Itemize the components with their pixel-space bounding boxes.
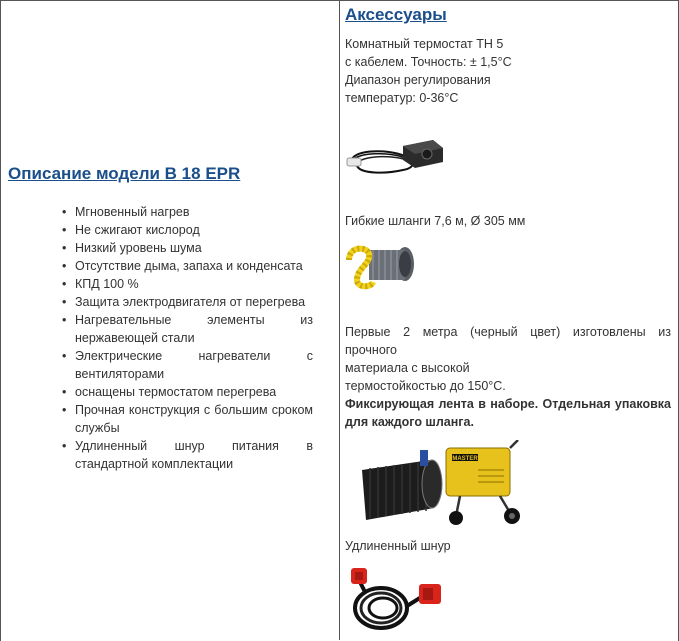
hoses-note-line: Первые 2 метра (черный цвет) изготовлены из прочного <box>345 325 671 357</box>
thermostat-line: Комнатный термостат TH 5 <box>345 37 504 51</box>
heater-with-hose-image <box>360 440 525 528</box>
flexible-hoses-image <box>345 240 417 292</box>
list-item: • Нагревательные элементы из нержавеющей стали <box>62 311 313 347</box>
thermostat-line: температур: 0-36°C <box>345 91 459 105</box>
cord-caption: Удлиненный шнур <box>345 539 451 553</box>
column-divider <box>339 0 340 640</box>
thermostat-line: Диапазон регулирования <box>345 73 491 87</box>
thermostat-with-cable-image <box>345 132 450 182</box>
list-item: • Прочная конструкция с большим сроком службы <box>62 401 313 437</box>
extension-cord-image <box>345 566 445 632</box>
list-item: • Не сжигают кислород <box>62 221 313 239</box>
thermostat-line: с кабелем. Точность: ± 1,5°C <box>345 55 512 69</box>
list-item: • Отсутствие дыма, запаха и конденсата <box>62 257 313 275</box>
list-item: • Низкий уровень шума <box>62 239 313 257</box>
accessories-title: Аксессуары <box>345 5 447 24</box>
features-list <box>62 203 313 473</box>
hoses-bold-note: Фиксирующая лента в наборе. Отдельная упаковка для каждого шланга. <box>345 397 671 429</box>
list-item: • Защита электродвигателя от перегрева <box>62 293 313 311</box>
hoses-note <box>345 323 671 431</box>
description-title: Описание модели В 18 EPR <box>8 164 241 183</box>
list-item: • Электрические нагреватели с вентиляторами <box>62 347 313 383</box>
hoses-note-line: материала с высокой <box>345 361 470 375</box>
hoses-note-line: термостойкостью до 150°С. <box>345 379 506 393</box>
thermostat-description <box>345 35 671 107</box>
heater-brand-label: MASTER <box>452 456 478 462</box>
list-item: • Мгновенный нагрев <box>62 203 313 221</box>
list-item: • оснащены термостатом перегрева <box>62 383 313 401</box>
list-item: • КПД 100 % <box>62 275 313 293</box>
hoses-caption: Гибкие шланги 7,6 м, Ø 305 мм <box>345 214 526 228</box>
list-item: • Удлиненный шнур питания в стандартной комплектации <box>62 437 313 473</box>
